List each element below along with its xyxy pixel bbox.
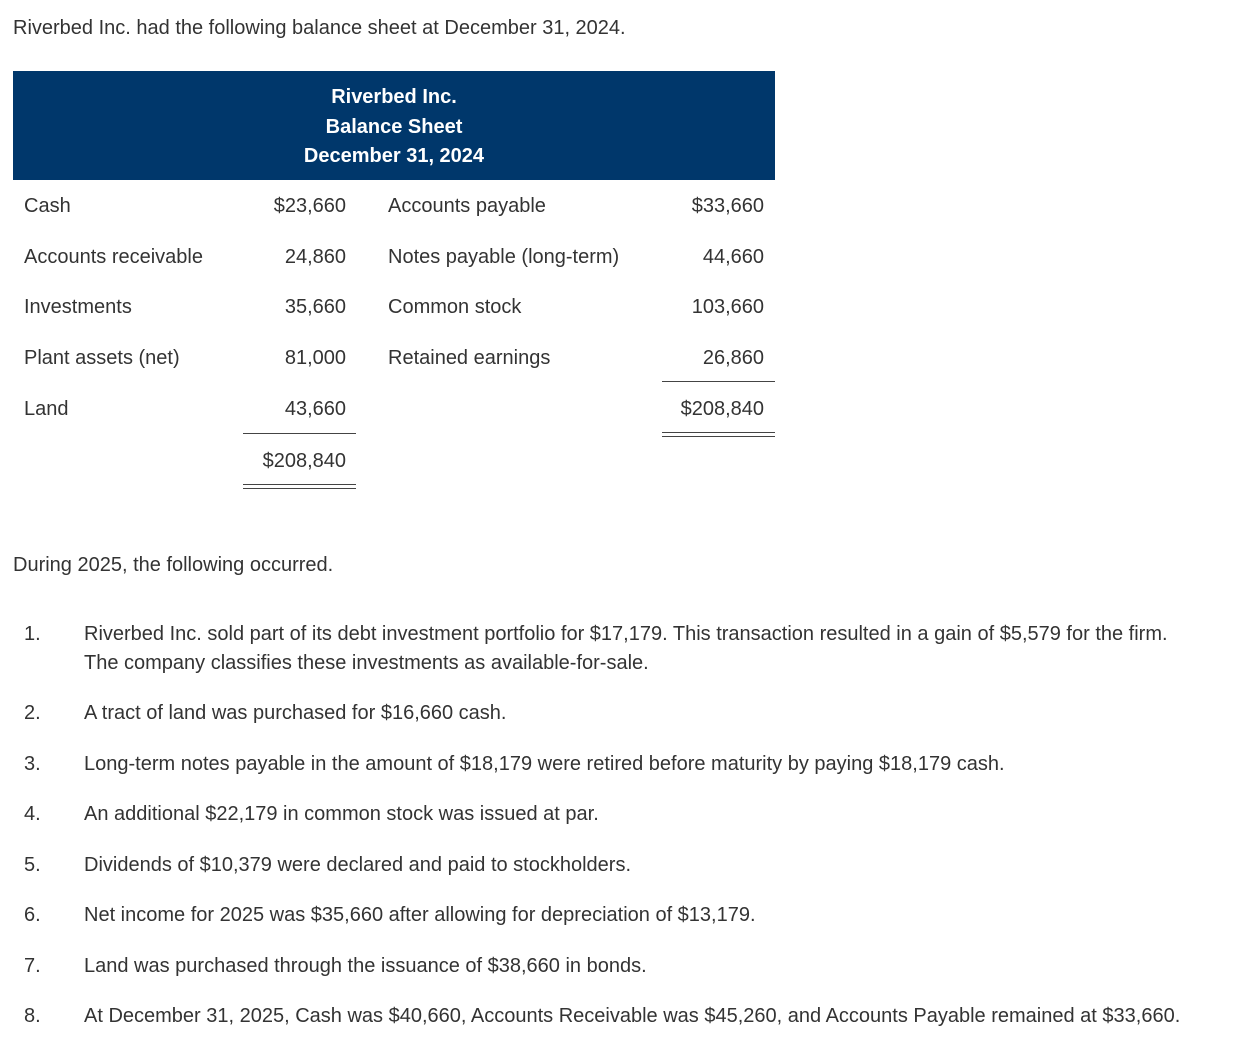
asset-amount: 24,860 — [284, 245, 346, 268]
asset-total: $208,840 — [262, 450, 346, 472]
asset-label: Investments — [24, 296, 132, 318]
event-text: Dividends of $10,379 were declared and paid to stockholders. — [84, 853, 632, 876]
balance-sheet-row — [13, 281, 775, 332]
statement-title: Balance Sheet — [325, 115, 463, 138]
asset-amount: 43,660 — [284, 398, 346, 420]
list-item — [13, 699, 1233, 728]
event-text: A tract of land was purchased for $16,660 cash. — [84, 702, 507, 724]
list-item — [13, 952, 1233, 981]
list-item — [13, 800, 1233, 829]
balance-sheet-row — [13, 435, 775, 486]
asset-label: Land — [24, 398, 69, 420]
asset-label: Accounts receivable — [24, 245, 203, 268]
total-double-rule — [243, 484, 356, 489]
list-item — [13, 901, 1233, 930]
event-number: 3. — [24, 752, 41, 775]
liability-equity-total: $208,840 — [680, 398, 764, 420]
balance-sheet-row — [13, 231, 775, 282]
list-item — [13, 1002, 1233, 1031]
balance-sheet-row — [13, 180, 775, 231]
list-item — [13, 851, 1233, 880]
balance-sheet-row — [13, 332, 775, 383]
list-item — [13, 620, 1233, 678]
event-number: 8. — [24, 1005, 41, 1027]
asset-amount: $23,660 — [273, 195, 346, 217]
event-text: An additional $22,179 in common stock was issued at par. — [84, 803, 599, 825]
liability-equity-amount: 26,860 — [702, 346, 764, 369]
intro-text: Riverbed Inc. had the following balance sheet at December 31, 2024. — [13, 17, 626, 39]
liability-equity-label: Notes payable (long-term) — [388, 245, 620, 268]
list-item — [13, 750, 1233, 779]
liability-equity-label: Common stock — [388, 296, 522, 318]
statement-date: December 31, 2024 — [303, 145, 485, 167]
balance-sheet-header — [13, 71, 775, 180]
balance-sheet — [13, 71, 775, 486]
event-line: Riverbed Inc. sold part of its debt investment portfolio for $17,179. This transaction resulted in a gain of $5,579 for the firm. — [84, 623, 1168, 645]
event-text: Net income for 2025 was $35,660 after allowing for depreciation of $13,179. — [84, 904, 756, 926]
balance-sheet-row — [13, 382, 775, 435]
liability-equity-label: Accounts payable — [388, 195, 546, 217]
event-number: 5. — [24, 853, 41, 876]
event-number: 4. — [24, 803, 41, 825]
liability-equity-amount: 103,660 — [691, 296, 764, 318]
event-text — [84, 620, 1233, 678]
event-number: 6. — [24, 904, 41, 926]
subtotal-rule — [243, 433, 356, 434]
asset-label: Cash — [24, 195, 71, 217]
asset-amount: 35,660 — [284, 296, 346, 318]
during-text: During 2025, the following occurred. — [13, 554, 334, 576]
event-number: 1. — [24, 623, 41, 645]
event-text: Long-term notes payable in the amount of $18,179 were retired before maturity by paying $18,179 cash. — [84, 752, 1005, 775]
asset-amount: 81,000 — [284, 346, 346, 369]
asset-label: Plant assets (net) — [24, 346, 180, 369]
company-name: Riverbed Inc. — [331, 86, 457, 108]
event-number: 2. — [24, 702, 41, 724]
liability-equity-amount: $33,660 — [691, 195, 764, 217]
liability-equity-amount: 44,660 — [702, 245, 764, 268]
events-list — [13, 620, 1233, 1031]
liability-equity-label: Retained earnings — [388, 346, 551, 369]
event-line: The company classifies these investments as available-for-sale. — [84, 652, 649, 674]
event-text: At December 31, 2025, Cash was $40,660, Accounts Receivable was $45,260, and Accounts Payable remained at $33,660. — [84, 1005, 1181, 1027]
event-text: Land was purchased through the issuance of $38,660 in bonds. — [84, 954, 647, 977]
event-number: 7. — [24, 954, 41, 977]
